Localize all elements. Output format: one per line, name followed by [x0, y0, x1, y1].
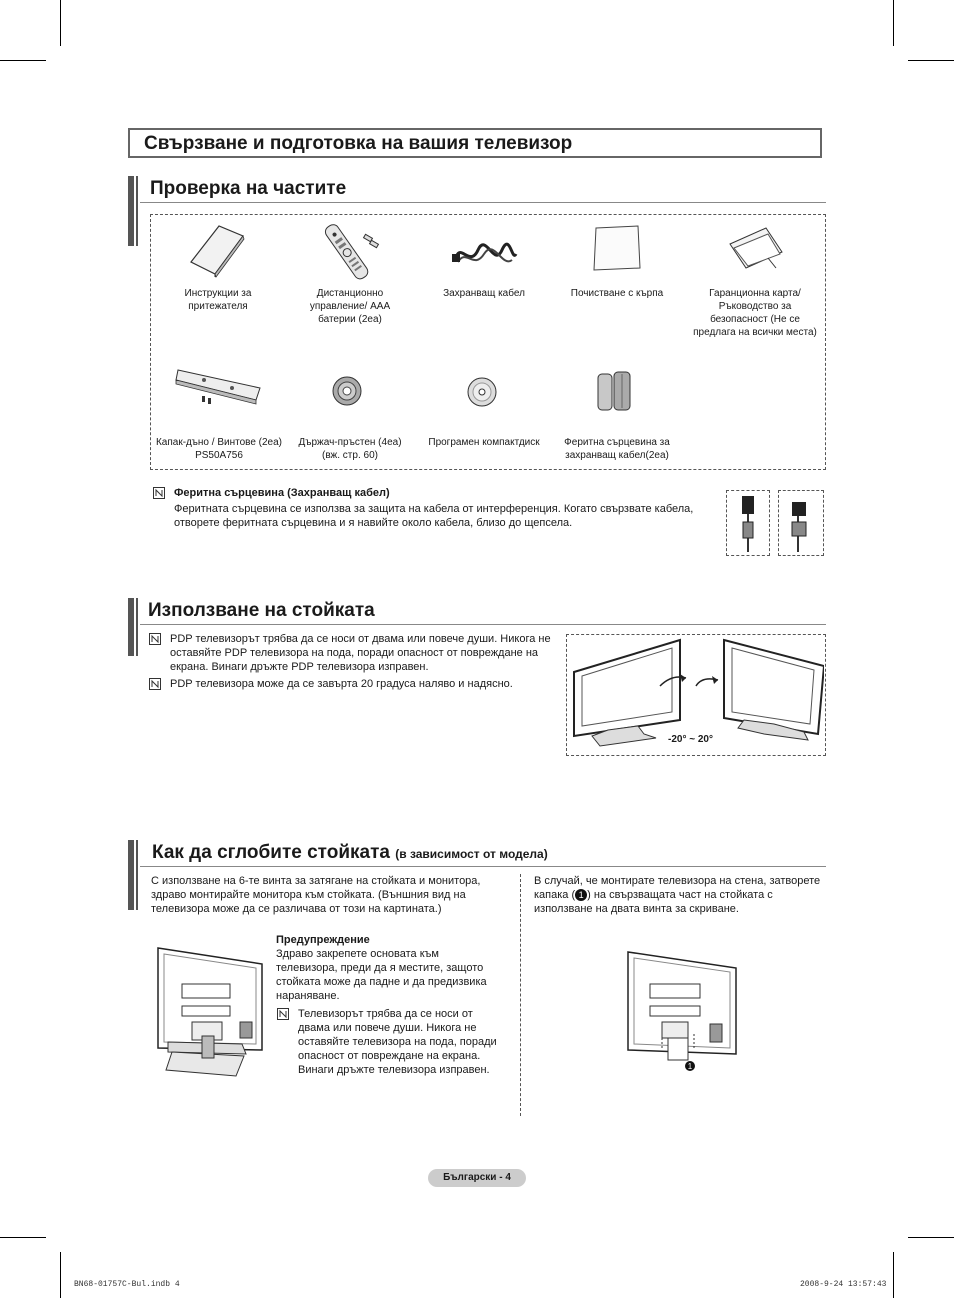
- bottom-cover-icon: [174, 366, 264, 408]
- note-icon: [149, 633, 161, 645]
- section-title-assembly: [152, 842, 548, 864]
- stand-note-1: PDP телевизорът трябва да се носи от двама или повече души. Никога не оставяйте PDP телевизора на пода, поради опасност от повреждане на екрана. Винаги дръжте PDP телевизора изправен.: [170, 633, 551, 673]
- section-title-text: Как да сглобите стойката: [152, 842, 390, 863]
- section-title-parts: Проверка на частите: [150, 178, 347, 199]
- crop-mark: [0, 60, 46, 61]
- svg-text:1: 1: [687, 1062, 693, 1071]
- manual-icon: [185, 222, 249, 278]
- warning-title: Предупреждение: [276, 934, 370, 946]
- section-bar: [136, 840, 138, 910]
- ferrite-core-icon: [594, 368, 638, 414]
- part-label: Почистване с кърпа: [570, 288, 664, 299]
- part-label: Инструкции за притежателя: [184, 288, 252, 312]
- holder-ring-icon: [330, 374, 364, 408]
- section-bar: [128, 176, 134, 246]
- warning-text: Здраво закрепете основата към телевизора, преди да я местите, защото стойката може да падне и да предизвика нараняване.: [276, 948, 487, 1002]
- note-title: Феритна сърцевина (Захранващ кабел): [174, 487, 390, 499]
- part-label: Захранващ кабел: [443, 288, 525, 299]
- note-icon: [277, 1008, 289, 1020]
- warning-note: Телевизорът трябва да се носи от двама или повече души. Никога не оставяйте телевизора на пода, поради опасност от повреждане на екрана. Винаги дръжте телевизора изправен.: [298, 1008, 497, 1076]
- crop-mark: [908, 1237, 954, 1238]
- page-title: Свързване и подготовка на вашия телевизор: [128, 128, 822, 158]
- power-cable-icon: [450, 238, 520, 272]
- warranty-card-icon: [728, 226, 784, 270]
- print-timestamp: 2008-9-24 13:57:43: [800, 1280, 887, 1289]
- section-bar: [136, 598, 138, 656]
- section-title-stand: Използване на стойката: [148, 600, 375, 621]
- section-title-suffix: (в зависимост от модела): [395, 847, 548, 861]
- angle-label: -20° ~ 20°: [668, 734, 713, 745]
- section-underline: [140, 624, 826, 625]
- file-info: BN68-01757C-Bul.indb 4: [74, 1280, 180, 1289]
- section-underline: [140, 202, 826, 203]
- marker-1-inline: 1: [575, 889, 587, 901]
- note-text: Феритната сърцевина се използва за защита на кабела от интерференция. Когато свързвате кабела, отворете феритната сърцевина и я навийте около кабела, близо до щепсела.: [174, 503, 694, 529]
- wall-mount-text-a: В случай, че монтирате телевизора на стена, затворете капака (: [534, 875, 821, 901]
- note-icon: [149, 678, 161, 690]
- tv-back-stand-illustration: [152, 944, 268, 1080]
- crop-mark: [893, 1252, 894, 1298]
- part-label: Държач-пръстен (4еа) (вж. стр. 60): [298, 437, 402, 461]
- part-label: Програмен компактдиск: [428, 437, 540, 448]
- stand-note-2: PDP телевизора може да се завърта 20 градуса наляво и надясно.: [170, 678, 513, 690]
- part-label: Капак-дъно / Винтове (2еа) PS50A756: [155, 437, 283, 461]
- assembly-text: С използване на 6-те винта за затягане на стойката и монитора, здраво монтирайте монитора към стойката. (Външния вид на телевизора може да се различава от този на картината.): [151, 875, 481, 915]
- note-icon: [153, 487, 165, 499]
- part-label: Дистанционно управление/ AAA батерии (2еа): [309, 288, 391, 325]
- tv-back-wall-illustration: [624, 950, 744, 1074]
- crop-mark: [893, 0, 894, 46]
- crop-mark: [908, 60, 954, 61]
- crop-mark: [0, 1237, 46, 1238]
- part-label: Феритна сърцевина за захранващ кабел(2еа): [564, 437, 670, 461]
- crop-mark: [60, 1252, 61, 1298]
- page-number-badge: Български - 4: [428, 1169, 526, 1187]
- part-label: Гаранционна карта/ Ръководство за безопасност (Не се предлага на всички места): [693, 288, 817, 338]
- section-underline: [140, 866, 826, 867]
- plug-ferrite-icon: [730, 492, 766, 554]
- section-bar: [136, 176, 138, 246]
- plug-ferrite-icon: [782, 492, 820, 554]
- wall-mount-text-b: ) на свързващата част на стойката с използване на двата винта за скриване.: [534, 889, 773, 915]
- remote-icon: [318, 222, 382, 280]
- section-bar: [128, 840, 134, 910]
- section-bar: [128, 598, 134, 656]
- column-divider: [520, 874, 521, 1116]
- crop-mark: [60, 0, 61, 46]
- cd-icon: [466, 376, 498, 408]
- wall-mount-text: [534, 874, 826, 916]
- cloth-icon: [590, 224, 644, 274]
